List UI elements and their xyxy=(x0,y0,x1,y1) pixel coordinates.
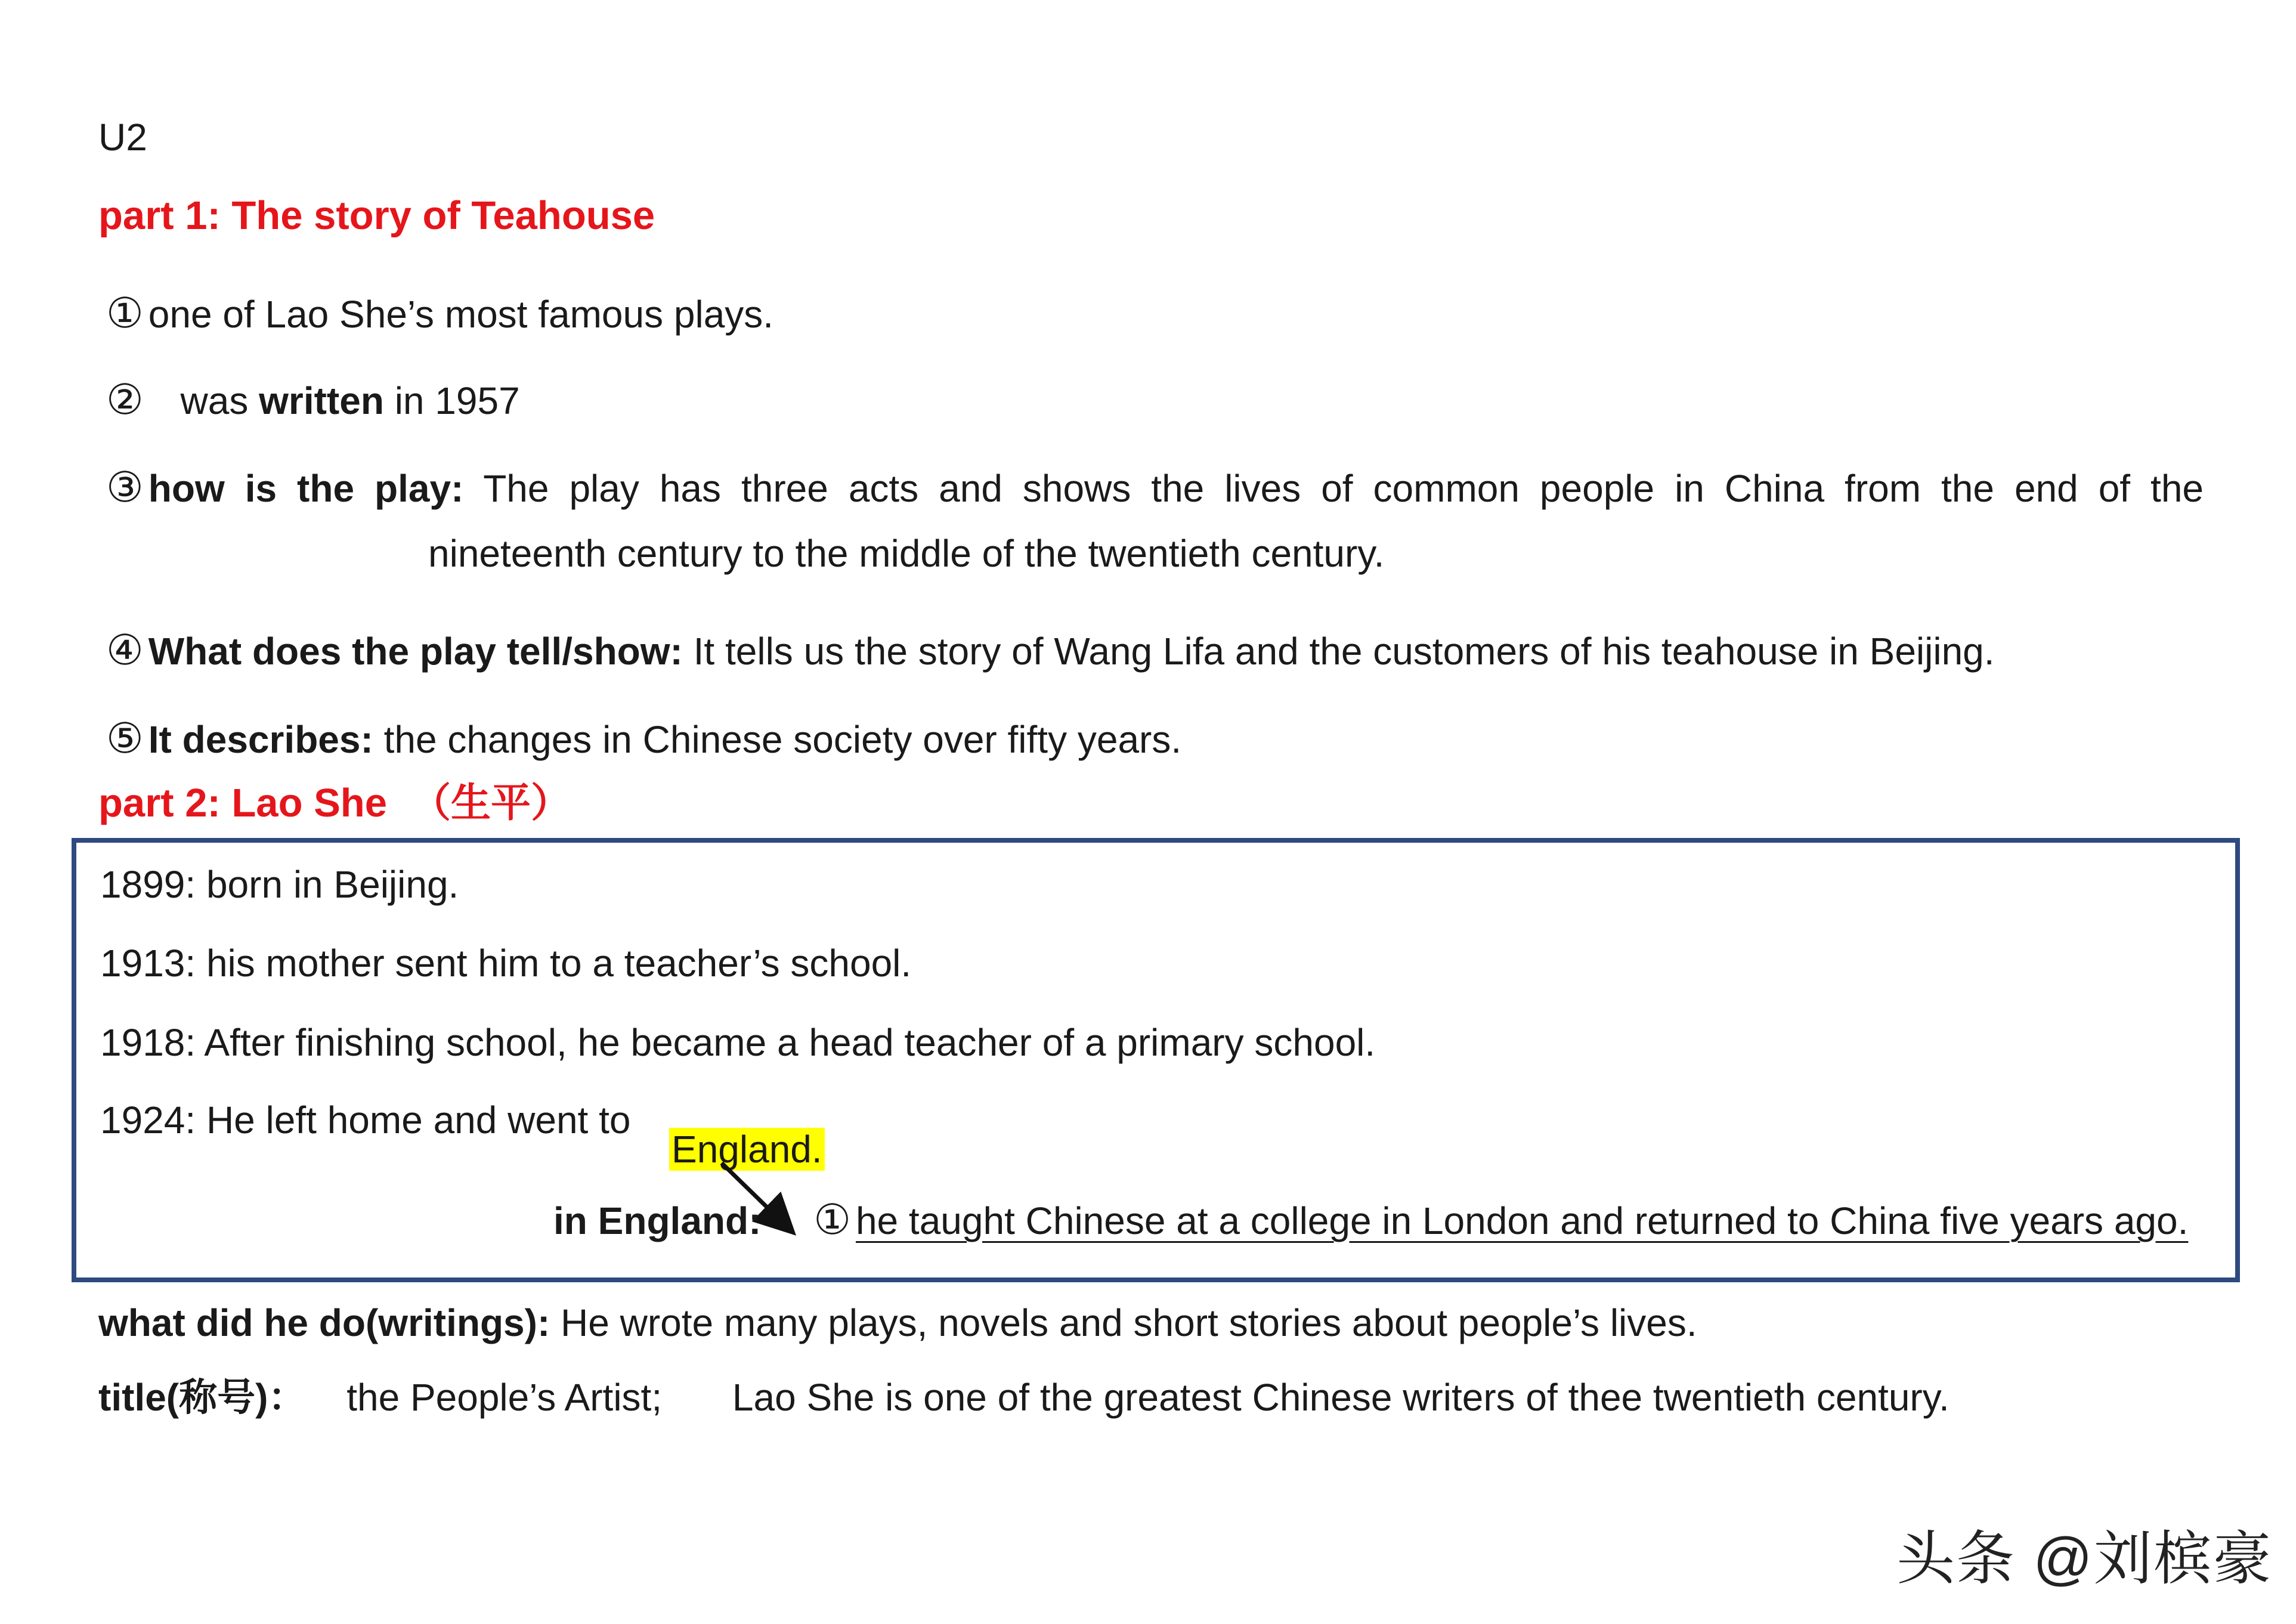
unit-label: U2 xyxy=(98,116,147,159)
item-label: It describes: xyxy=(148,718,373,761)
part2-heading-cn: （生平） xyxy=(410,779,571,826)
title-row xyxy=(98,1374,1950,1421)
in-england-text: he taught Chinese at a college in London and returned to China five years ago. xyxy=(855,1199,2189,1242)
item-text: The play has three acts and shows the lives of common people in China from the end of the xyxy=(483,467,2204,510)
circled-number-2: ② xyxy=(106,375,144,424)
circled-number-1: ① xyxy=(813,1195,851,1244)
part2-heading-en: part 2: Lao She xyxy=(98,781,387,825)
item-text: the changes in Chinese society over fifty years. xyxy=(383,718,1182,761)
writings-row xyxy=(98,1299,1697,1347)
item-text: one of Lao She’s most famous plays. xyxy=(148,293,774,336)
circled-number-3: ③ xyxy=(106,463,144,512)
timeline-1913: 1913: his mother sent him to a teacher’s school. xyxy=(100,942,912,985)
part1-item-3-continuation: nineteenth century to the middle of the twentieth century. xyxy=(428,532,1385,575)
item-label: What does the play tell/show: xyxy=(148,630,683,673)
item-text-pre: was xyxy=(180,379,259,422)
circled-number-4: ④ xyxy=(106,626,144,675)
title-label: title(称号)： xyxy=(98,1376,307,1419)
item-text-bold: written xyxy=(259,379,384,422)
watermark: 头条 @刘槟豪 xyxy=(1896,1526,2273,1591)
timeline-1924: 1924: He left home and went to xyxy=(100,1099,631,1142)
in-england-row xyxy=(553,1196,2188,1245)
part1-heading: part 1: The story of Teahouse xyxy=(98,193,655,238)
writings-label: what did he do(writings): xyxy=(98,1301,550,1344)
circled-number-1: ① xyxy=(106,289,144,338)
timeline-1918: 1918: After finishing school, he became a head teacher of a primary school. xyxy=(100,1021,1376,1064)
item-text-post: in 1957 xyxy=(383,379,520,422)
in-england-label: in England: xyxy=(553,1199,762,1242)
timeline-1899: 1899: born in Beijing. xyxy=(100,863,459,906)
title-text-2: Lao She is one of the greatest Chinese writers of thee twentieth century. xyxy=(732,1376,1950,1419)
item-label: how is the play: xyxy=(148,467,464,510)
circled-number-5: ⑤ xyxy=(106,714,144,763)
item-text: It tells us the story of Wang Lifa and the customers of his teahouse in Beijing. xyxy=(693,630,1995,673)
title-text-1: the People’s Artist; xyxy=(346,1376,663,1419)
writings-text: He wrote many plays, novels and short stories about people’s lives. xyxy=(561,1301,1697,1344)
highlight-england: England. xyxy=(669,1128,825,1171)
